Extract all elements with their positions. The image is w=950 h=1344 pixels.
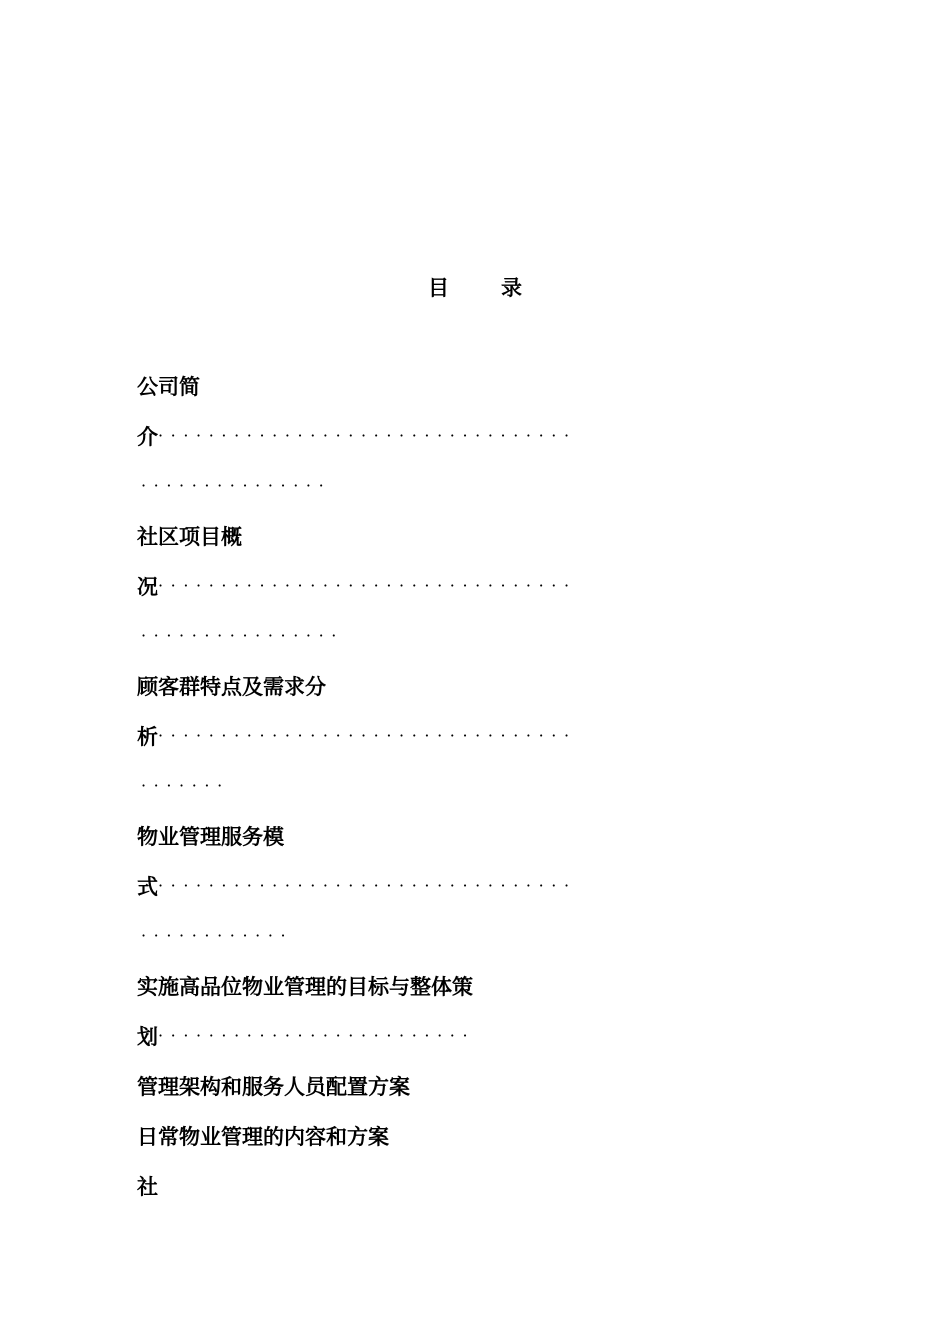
toc-entry-text: 社 [137, 1174, 158, 1199]
toc-entry-text: 况 [137, 574, 158, 599]
toc-line [137, 1022, 807, 1072]
toc-entry-text: 析 [137, 724, 158, 749]
toc-leader-dots: ············ [141, 926, 294, 945]
toc-leader-dots: ································· [158, 876, 577, 895]
toc-leader-dots: ················ [141, 626, 344, 645]
toc-heading-right: 录 [501, 275, 522, 300]
toc-entry-text: 公司简 [137, 374, 200, 399]
toc-line [137, 672, 807, 722]
toc-entry-text: 社区项目概 [137, 524, 242, 549]
toc-entry-text: 划 [137, 1024, 158, 1049]
toc-leader-dots: ································· [158, 576, 577, 595]
toc-line [137, 422, 807, 472]
toc-entry-text: 顾客群特点及需求分 [137, 674, 326, 699]
toc-leader-dots: ······· [141, 776, 230, 795]
toc-line [137, 872, 807, 922]
toc-line [137, 972, 807, 1022]
toc-line [137, 572, 807, 622]
table-of-contents [137, 372, 807, 1222]
toc-leader-dots: ··············· [141, 476, 332, 495]
toc-leader-dots: ························· [158, 1026, 476, 1045]
toc-line [137, 822, 807, 872]
toc-line [137, 372, 807, 422]
toc-entry-text: 管理架构和服务人员配置方案 [137, 1074, 410, 1099]
toc-line [137, 1122, 807, 1172]
toc-line [137, 722, 807, 772]
toc-entry-text: 介 [137, 424, 158, 449]
toc-line [137, 522, 807, 572]
toc-heading-left: 目 [428, 275, 449, 300]
toc-entry-text: 日常物业管理的内容和方案 [137, 1124, 389, 1149]
toc-entry-text: 实施高品位物业管理的目标与整体策 [137, 974, 473, 999]
toc-line [137, 1072, 807, 1122]
toc-leader-dots: ································· [158, 726, 577, 745]
toc-line [137, 1172, 807, 1222]
toc-line [137, 922, 807, 972]
toc-line [137, 622, 807, 672]
toc-leader-dots: ································· [158, 426, 577, 445]
toc-entry-text: 物业管理服务模 [137, 824, 284, 849]
toc-line [137, 772, 807, 822]
toc-entry-text: 式 [137, 874, 158, 899]
toc-heading [0, 272, 950, 302]
toc-line [137, 472, 807, 522]
